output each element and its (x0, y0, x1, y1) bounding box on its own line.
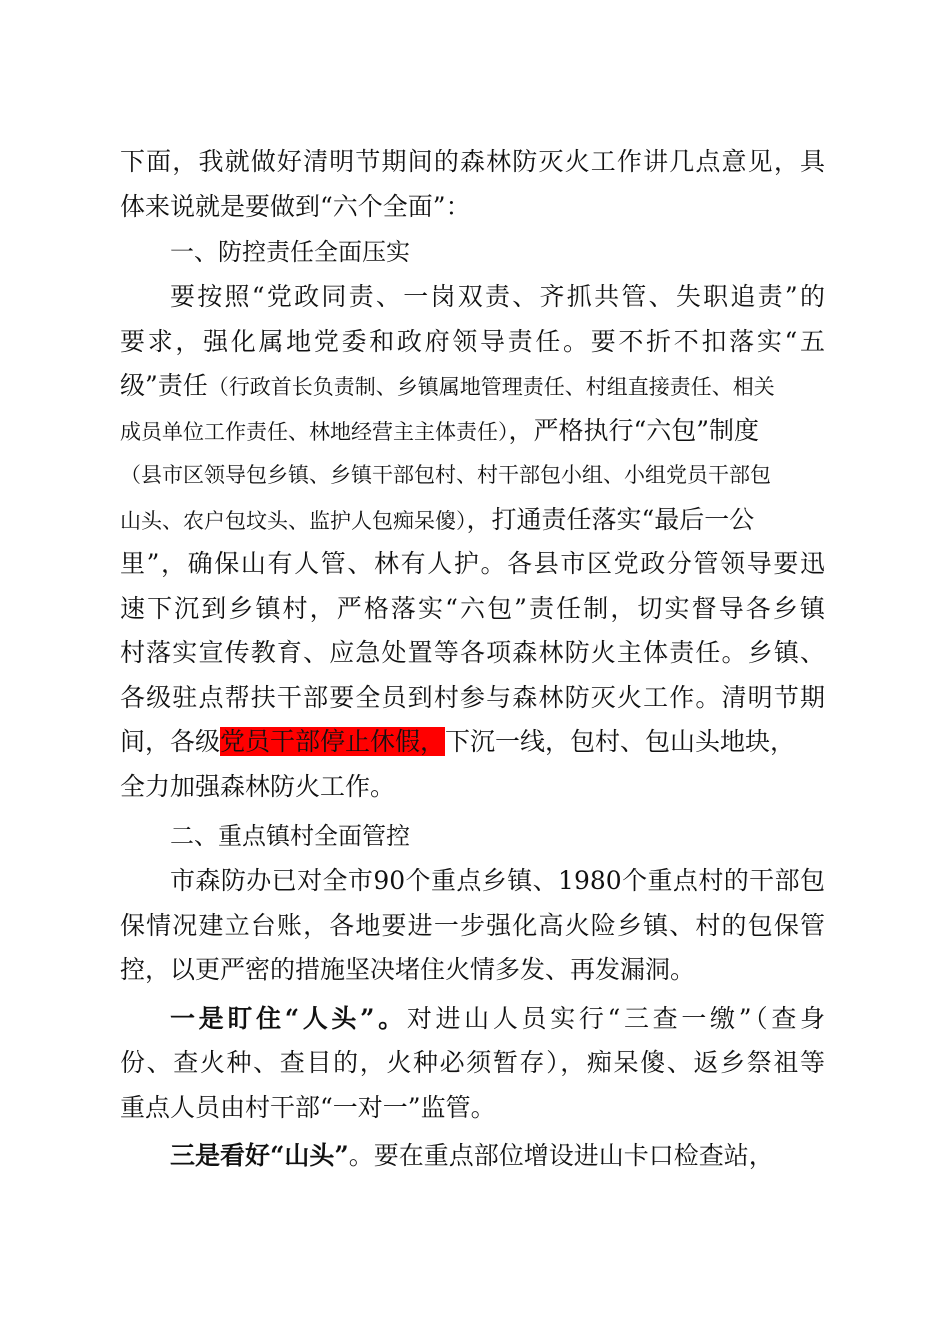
six-packages-note: （县市区领导包乡镇、乡镇干部包村、村干部包小组、小组党员干部包 (120, 463, 771, 487)
five-levels-note: （行政首长负责制、乡镇属地管理责任、村组直接责任、相关 (207, 375, 775, 399)
document-page (120, 140, 825, 1179)
section-1-line-2: 要求，强化属地党委和政府领导责任。要不折不扣落实“五 (120, 326, 825, 356)
six-packages-note-cont: 山头、农户包坟头、监护人包痴呆傻） (120, 508, 467, 533)
section-1-line-11 (120, 720, 825, 765)
item-3-line-1 (120, 1134, 825, 1179)
highlighted-text: 党员干部停止休假， (220, 727, 446, 756)
intro-line-2: 体来说就是要做到“六个全面”： (120, 191, 471, 221)
section-1-line-3 (120, 364, 825, 409)
item-1-text: 对进山人员实行“三查一缴”（查身 (406, 1003, 825, 1033)
section-1-line-11-end: 下沉一线，包村、包山头地块， (445, 727, 796, 756)
section-2-line-2: 保情况建立台账，各地要进一步强化高火险乡镇、村的包保管 (120, 910, 825, 940)
item-1-title: 一是盯住“人头”。 (170, 1003, 407, 1033)
section-1-line-12: 全力加强森林防火工作。 (120, 771, 396, 801)
section-1-line-8: 速下沉到乡镇村，严格落实“六包”责任制，切实督导各乡镇 (120, 593, 825, 623)
section-1-line-9: 村落实宣传教育、应急处置等各项森林防火主体责任。乡镇、 (120, 638, 825, 667)
section-1-line-6 (120, 498, 825, 543)
five-levels-note-cont: 成员单位工作责任、林地经营主主体责任） (120, 419, 509, 444)
section-2-line-3: 控，以更严密的措施坚决堵住火情多发、再发漏洞。 (120, 955, 696, 984)
section-1-heading: 一、防控责任全面压实 (170, 238, 410, 266)
section-1-line-1: 要按照“党政同责、一岗双责、齐抓共管、失职追责”的 (170, 282, 825, 311)
section-2-heading: 二、重点镇村全面管控 (170, 822, 410, 850)
section-1-line-4 (120, 409, 825, 454)
intro-line-1: 下面，我就做好清明节期间的森林防灭火工作讲几点意见，具 (120, 147, 825, 176)
section-1-line-10: 各级驻点帮扶干部要全员到村参与森林防灭火工作。清明节期 (120, 682, 825, 712)
item-1-line-3: 重点人员由村干部“一对一”监管。 (120, 1092, 496, 1122)
item-3-title: 三是看好“山头” (170, 1141, 349, 1170)
section-1-line-11-start: 间，各级 (120, 727, 221, 756)
section-1-line-4-text: ，严格执行“六包”制度 (508, 415, 760, 445)
section-1-line-6-text: ，打通责任落实“最后一公 (466, 504, 755, 534)
item-1-line-2: 份、查火种、查目的，火种必须暂存），痴呆傻、返乡祭祖等 (120, 1048, 825, 1077)
section-1-line-3-text: 级”责任 (120, 371, 208, 400)
item-1-line-1 (120, 997, 825, 1042)
section-2-line-1: 市森防办已对全市90个重点乡镇、1980个重点村的干部包 (170, 866, 825, 895)
item-3-text: 。要在重点部位增设进山卡口检查站， (348, 1141, 774, 1170)
section-1-line-7: 里”，确保山有人管、林有人护。各县市区党政分管领导要迅 (120, 549, 825, 578)
